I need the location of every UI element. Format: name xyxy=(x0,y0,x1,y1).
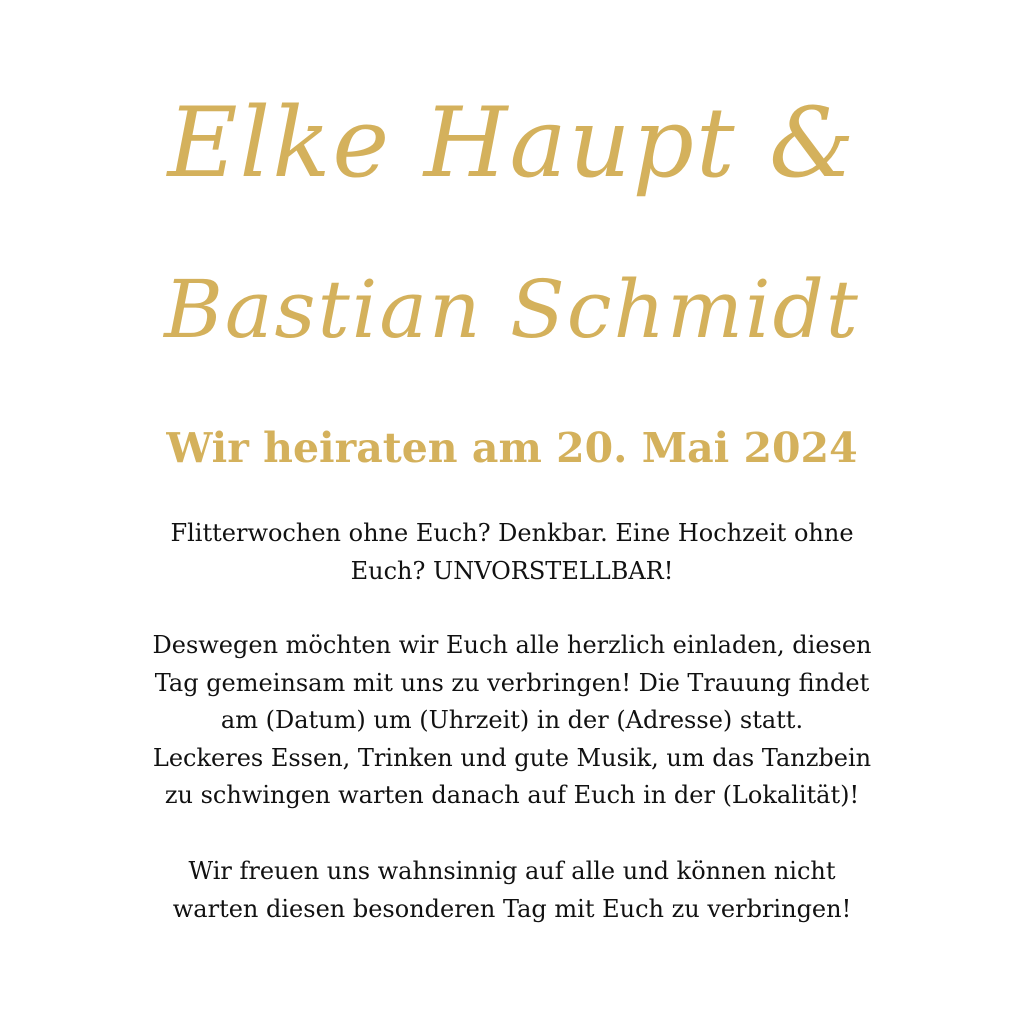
intro-paragraph xyxy=(100,515,924,590)
couple-names-line-1: Elke Haupt & xyxy=(167,87,857,199)
paragraph-line: Flitterwochen ohne Euch? Denkbar. Eine Hochzeit ohne xyxy=(170,519,854,547)
closing-paragraph xyxy=(100,853,924,928)
couple-names-line-2: Bastian Schmidt xyxy=(164,263,860,356)
paragraph-line: Deswegen möchten wir Euch alle herzlich einladen, diesen xyxy=(152,631,872,659)
paragraph-line: Tag gemeinsam mit uns zu verbringen! Die Trauung findet xyxy=(154,668,870,697)
paragraph-line: Wir freuen uns wahnsinnig auf alle und können nicht xyxy=(188,857,836,885)
paragraph-line: zu schwingen warten danach auf Euch in der (Lokalität)! xyxy=(164,781,860,809)
paragraph-line: Euch? UNVORSTELLBAR! xyxy=(350,556,674,585)
wedding-date-headline: Wir heiraten am 20. Mai 2024 xyxy=(166,424,858,472)
paragraph-line: warten diesen besonderen Tag mit Euch zu verbringen! xyxy=(172,894,852,923)
paragraph-line: am (Datum) um (Uhrzeit) in der (Adresse) statt. xyxy=(220,706,804,734)
paragraph-line: Leckeres Essen, Trinken und gute Musik, um das Tanzbein xyxy=(152,743,872,772)
details-paragraph xyxy=(100,627,924,815)
